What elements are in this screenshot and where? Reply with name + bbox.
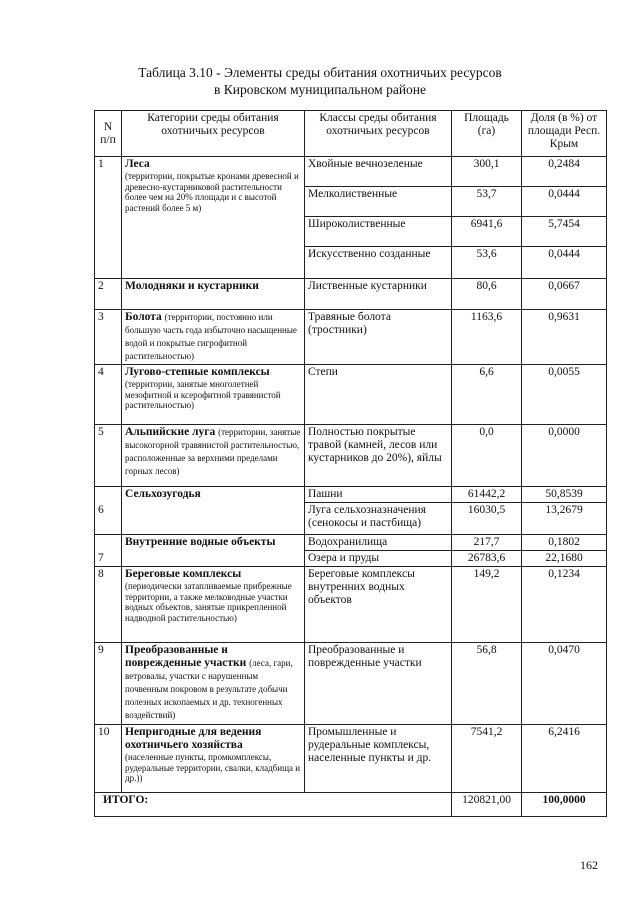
row-number: 10: [95, 725, 122, 793]
area-cell: 6,6: [452, 365, 522, 425]
row-number: 9: [95, 643, 122, 725]
table-row: [95, 567, 607, 643]
header-row: [95, 111, 607, 157]
class-cell: Преобразованные и поврежденные участки: [305, 643, 452, 725]
class-cell: Мелколиственные: [305, 187, 452, 217]
area-cell: 217,7: [452, 535, 522, 551]
area-cell: 61442,2: [452, 487, 522, 503]
header-category: Категории среды обитания охотничьих ресурсов: [122, 111, 305, 157]
category-name: Береговые комплексы: [125, 568, 242, 580]
page-number: 162: [580, 858, 598, 872]
category-description: (населенные пункты, промкомплексы, рудеральные территории, свалки, кладбища и др.)): [125, 752, 301, 783]
table-caption: [0, 64, 640, 98]
category-cell: [122, 157, 305, 279]
class-cell: Травяные болота (тростники): [305, 310, 452, 365]
area-cell: 149,2: [452, 567, 522, 643]
category-description: (территории, покрытые кронами древесной и древесно-кустарниковой растительности более чем на 20% площади и с высотой растений более 5 м): [125, 171, 299, 213]
category-description: (территории, занятые высокогорной травянистой растительностью, расположенные за верхними пределами горных лесов): [125, 427, 301, 476]
area-cell: 53,7: [452, 187, 522, 217]
class-cell: Искусственно созданные: [305, 247, 452, 279]
class-cell: Хвойные вечнозеленые: [305, 157, 452, 187]
class-cell: Промышленные и рудеральные комплексы, населенные пункты и др.: [305, 725, 452, 793]
area-cell: 53,6: [452, 247, 522, 279]
table-row: [95, 157, 607, 187]
total-area: 120821,00: [452, 793, 522, 817]
caption-line-1: Таблица 3.10 - Элементы среды обитания охотничьих ресурсов: [138, 65, 502, 80]
class-cell: Полностью покрытые травой (камней, лесов или кустарников до 20%), яйлы: [305, 425, 452, 487]
table-row: [95, 643, 607, 725]
caption-line-2: в Кировском муниципальном районе: [213, 82, 427, 97]
area-cell: 56,8: [452, 643, 522, 725]
area-cell: 26783,6: [452, 551, 522, 567]
category-cell: [122, 425, 305, 487]
header-share: Доля (в %) от площади Респ. Крым: [522, 111, 607, 157]
area-cell: 7541,2: [452, 725, 522, 793]
area-cell: 80,6: [452, 279, 522, 310]
category-cell: [122, 487, 305, 535]
category-cell: [122, 365, 305, 425]
total-label: ИТОГО:: [95, 793, 452, 817]
share-cell: 50,8539: [522, 487, 607, 503]
header-no: N п/п: [95, 111, 122, 157]
row-number: 3: [95, 310, 122, 365]
share-cell: 0,0444: [522, 247, 607, 279]
table-row: [95, 310, 607, 365]
row-number: 7: [95, 535, 122, 567]
table-row: [95, 425, 607, 487]
category-cell: [122, 535, 305, 567]
category-name: Преобразованные и поврежденные участки: [125, 644, 247, 669]
class-cell: Широколиственные: [305, 217, 452, 247]
class-cell: Озера и пруды: [305, 551, 452, 567]
share-cell: 0,0055: [522, 365, 607, 425]
row-number: 2: [95, 279, 122, 310]
share-cell: 0,0667: [522, 279, 607, 310]
row-number: 4: [95, 365, 122, 425]
share-cell: 0,2484: [522, 157, 607, 187]
table-row: [95, 279, 607, 310]
area-cell: 300,1: [452, 157, 522, 187]
class-cell: Береговые комплексы внутренних водных объектов: [305, 567, 452, 643]
share-cell: 0,1234: [522, 567, 607, 643]
share-cell: 22,1680: [522, 551, 607, 567]
share-cell: 0,0444: [522, 187, 607, 217]
category-name: Лугово-степные комплексы: [125, 366, 270, 378]
class-cell: Степи: [305, 365, 452, 425]
category-name: Молодняки и кустарники: [125, 280, 259, 292]
header-class: Классы среды обитания охотничьих ресурсов: [305, 111, 452, 157]
area-cell: 16030,5: [452, 503, 522, 535]
share-cell: 0,9631: [522, 310, 607, 365]
total-share: 100,0000: [522, 793, 607, 817]
share-cell: 13,2679: [522, 503, 607, 535]
total-row: [95, 793, 607, 817]
class-cell: Водохранилища: [305, 535, 452, 551]
class-cell: Луга сельхозназначения (сенокосы и пастбища): [305, 503, 452, 535]
category-name: Альпийские луга: [125, 426, 216, 438]
row-number: 1: [95, 157, 122, 279]
class-cell: Лиственные кустарники: [305, 279, 452, 310]
category-description: (территории, постоянно или большую часть года избыточно насыщенные водой и покрытые гигрофитной растительностью): [125, 312, 297, 361]
category-name: Сельхозугодья: [125, 488, 201, 500]
category-description: (периодически затапливаемые прибрежные территории, а также мелководные участки водных объектов, занятые прикрепленной надводной растительностью): [125, 581, 292, 623]
share-cell: 5,7454: [522, 217, 607, 247]
category-description: (леса, гари, ветровалы, участки с нарушенным почвенным покровом в результате добычи полезных ископаемых и др. техногенных воздействий): [125, 658, 293, 720]
category-name: Леса: [125, 158, 150, 170]
row-number: 8: [95, 567, 122, 643]
share-cell: 0,0000: [522, 425, 607, 487]
share-cell: 0,0470: [522, 643, 607, 725]
class-cell: Пашни: [305, 487, 452, 503]
share-cell: 0,1802: [522, 535, 607, 551]
category-name: Непригодные для ведения охотничьего хозяйства: [125, 726, 262, 751]
row-number: 5: [95, 425, 122, 487]
category-cell: [122, 279, 305, 310]
category-description: (территории, занятые многолетней мезофитной и ксерофитной травянистой растительностью): [125, 379, 281, 410]
table-row: [95, 487, 607, 503]
table-row: [95, 725, 607, 793]
category-name: Внутренние водные объекты: [125, 536, 276, 548]
category-cell: [122, 725, 305, 793]
habitat-table: [94, 110, 607, 817]
header-area: Площадь (га): [452, 111, 522, 157]
share-cell: 6,2416: [522, 725, 607, 793]
area-cell: 6941,6: [452, 217, 522, 247]
area-cell: 0,0: [452, 425, 522, 487]
category-cell: [122, 643, 305, 725]
area-cell: 1163,6: [452, 310, 522, 365]
table-row: [95, 535, 607, 551]
category-cell: [122, 310, 305, 365]
category-name: Болота: [125, 311, 162, 323]
row-number: 6: [95, 487, 122, 535]
category-cell: [122, 567, 305, 643]
table-row: [95, 365, 607, 425]
